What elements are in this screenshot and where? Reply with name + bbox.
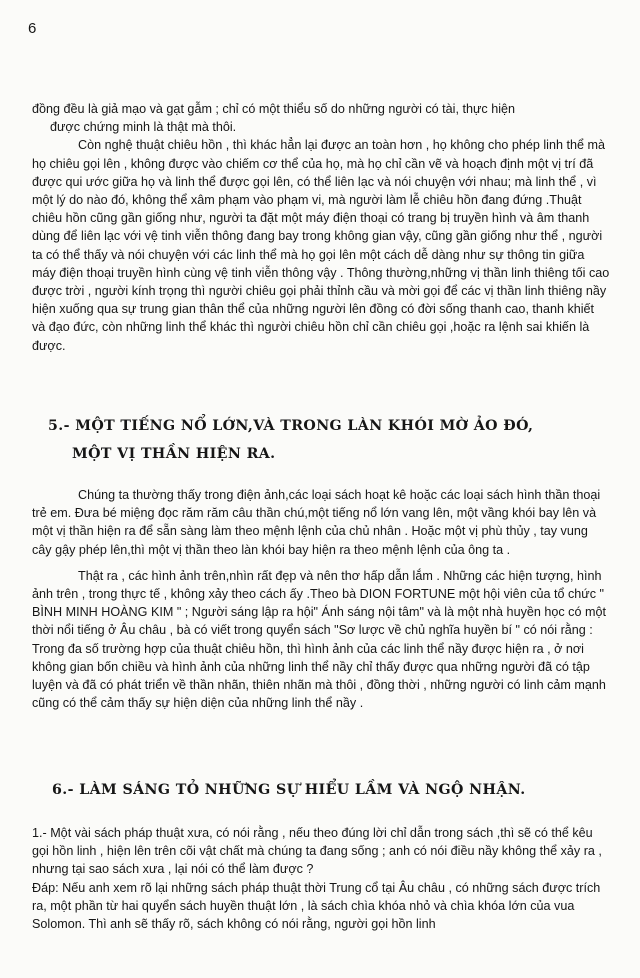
section-6-question: 1.- Một vài sách pháp thuật xưa, có nói rằng , nếu theo đúng lời chỉ dẫn trong sách ,thì sẽ có thể kêu gọi hồn linh , hiện lên trên cõi vật chất mà chúng ta đang sống ; anh có nói điều nầy không thể xảy ra , nhưng tại sao sách xưa , lại nói có thể làm được ?: [32, 826, 602, 877]
section-5-paragraph-1: Chúng ta thường thấy trong điện ảnh,các loại sách hoạt kê hoặc các loại sách hình thần thoại trẻ em. Đưa bé miệng đọc răm răm câu thần chú,một tiếng nổ lớn vang lên, một vầng khói bay lên và một vị thần hiện ra để sẵn sàng làm theo mệnh lệnh của chủ nhân . Hoặc một vị phù thủy , tay vung cây gậy phép lên,thì một vị thần theo làn khói bay hiện ra theo mệnh lệnh của ông ta .: [32, 488, 601, 557]
section-6-body: [32, 824, 610, 933]
page-number: 6: [28, 20, 37, 37]
intro-block: [32, 100, 610, 355]
intro-line-1: đồng đều là giả mạo và gạt gẫm ; chỉ có một thiểu số do những người có tài, thực hiện: [32, 102, 516, 116]
section-6-heading: 6.- LÀM SÁNG TỎ NHỮNG SỰ HIỂU LẦM VÀ NGỘ NHẬN.: [52, 782, 526, 798]
section-5-heading-line-2: MỘT VỊ THẦN HIỆN RA.: [72, 446, 276, 462]
intro-line-2: được chứng minh là thật mà thôi.: [50, 120, 237, 135]
section-5-paragraph-2: Thật ra , các hình ảnh trên,nhìn rất đẹp và nên thơ hấp dẫn lắm . Những các hiện tượng, hình ảnh trên , trong thực tế , không xảy theo cách ấy .Theo bà DION FORTUNE một hội viên của tổ chức " BÌNH MINH HOÀNG KIM " ; Người sáng lập ra hội" Ánh sáng nội tâm" và là một nhà huyền học có một thời nổi tiếng ở Âu châu , bà có viết trong quyển sách "Sơ lược về chủ nghĩa huyền bí " có nói rằng : Trong đa số trường hợp của thuật chiêu hồn, thì hình ảnh của các linh thể nầy được hiện ra , ở nơi không gian bốn chiều và hình ảnh của những linh thể nầy chỉ thấy được qua những người đã có tập luyện và đã có phát triển về thần nhãn, thiên nhãn mà thôi , đồng thời , những người có linh cảm mạnh cũng có thể cảm thấy sự hiện diện của những linh thể nầy .: [32, 568, 606, 711]
section-5-heading-line-1: 5.- MỘT TIẾNG NỔ LỚN,VÀ TRONG LÀN KHÓI MỜ ẢO ĐÓ,: [48, 418, 534, 434]
section-5-body: [32, 486, 610, 712]
section-6-answer: Đáp: Nếu anh xem rõ lại những sách pháp thuật thời Trung cổ tại Âu châu , có những sách được trích ra, một phần từ hai quyển sách huyền thuật lớn , là sách chìa khóa nhỏ và chìa khóa lớn của vua Solomon. Thì anh sẽ thấy rõ, sách không có nói rằng, người gọi hồn linh: [32, 880, 601, 932]
section-5-heading: [48, 412, 608, 468]
paragraph-chieu-hon: Còn nghệ thuật chiêu hồn , thì khác hẳn lại được an toàn hơn , họ không cho phép linh thể mà họ chiêu gọi lên , không được vào chiếm cơ thể của họ, mà họ chỉ cần vẽ và hoạch định một vị trí đã được qui ước giữa họ và linh thể được gọi lên, có thể liên lạc và nói chuyện với nhau; mà linh thể , vì một lý do nào đó, không thể xâm phạm vào phạm vi, mà người làm lễ chiêu hồn đang đứng .Thuật chiêu hồn cũng gần giống như, người ta đặt một máy điện thoại có trang bị truyền hình và âm thanh dùng để liên lạc với vệ tinh viễn thông đang bay trong không gian vậy, cũng gần giống như thể , người ta có thể thấy và nói chuyện với các linh thể mà họ gọi lên một cách dễ dàng như sự thông tin giữa máy điện thoại truyền hình cùng vệ tinh viễn thông vậy . Thông thường,những vị thần linh thiêng tối cao được trời , người kính trọng thì người chiêu gọi phải thỉnh cầu và mời gọi để các vị thần linh thiêng nầy hiện xuống qua sự trung gian thân thể của những người lên đồng có đời sống thanh cao, thanh khiết và đạo đức, còn những linh thể khác thì người chiêu hồn chỉ cần chiêu gọi ,hoặc ra lệnh sai khiến là được.: [32, 138, 610, 353]
